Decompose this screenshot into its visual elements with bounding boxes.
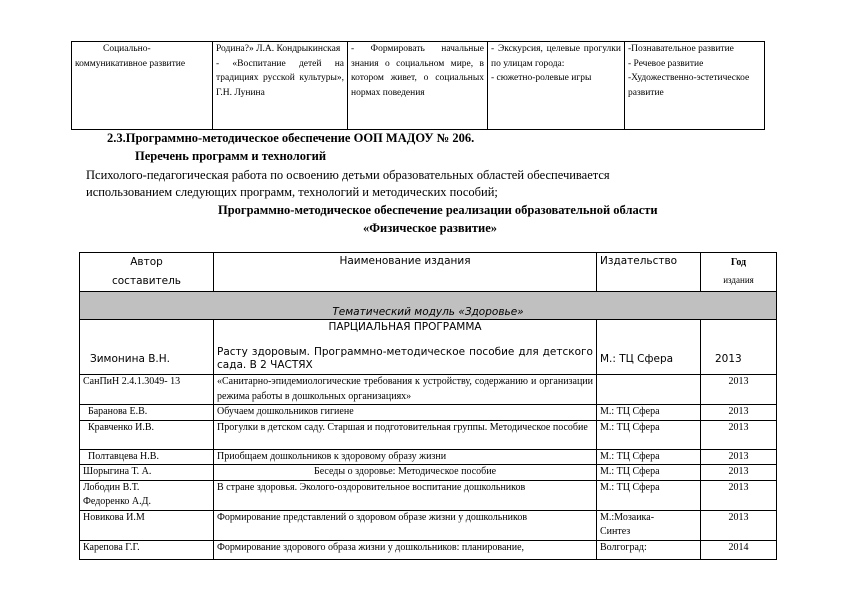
table-row bbox=[72, 42, 765, 130]
table-row bbox=[80, 540, 777, 559]
author-cell: СанПиН 2.4.1.3049- 13 bbox=[80, 375, 214, 405]
author-cell: Новикова И.М bbox=[80, 510, 214, 540]
title-cell: «Санитарно-эпидемиологические требования к устройству, содержанию и организации режима работы в дошкольных организациях» bbox=[214, 375, 597, 405]
table-row bbox=[80, 510, 777, 540]
author-cell: Баранова Е.В. bbox=[80, 405, 214, 421]
publisher-cell: М.: ТЦ Сфера bbox=[597, 420, 701, 449]
year-cell: 2013 bbox=[701, 480, 777, 510]
header-publisher: Издательство bbox=[597, 253, 701, 292]
author-cell: Лободин В.Т. Федоренко А.Д. bbox=[80, 480, 214, 510]
sources-cell: Родина?» Л.А. Кондрыкинская - «Воспитание детей на традициях русской культуры», Г.Н. Лунина bbox=[213, 42, 348, 130]
goals-cell: - Формировать начальные знания о социальном мире, в котором живет, о социальных нормах поведения bbox=[348, 42, 488, 130]
module-title: Тематический модуль «Здоровье» bbox=[80, 292, 777, 320]
publisher-cell: М.: ТЦ Сфера bbox=[597, 405, 701, 421]
table-row bbox=[80, 320, 777, 375]
publisher-cell: М.: ТЦ Сфера bbox=[597, 465, 701, 481]
year-cell: 2013 bbox=[701, 449, 777, 465]
publisher-cell: Волгоград: bbox=[597, 540, 701, 559]
publisher-cell: М.: ТЦ Сфера bbox=[597, 480, 701, 510]
programs-table bbox=[79, 252, 777, 560]
table-row bbox=[80, 465, 777, 481]
table-row bbox=[80, 480, 777, 510]
author-cell: Полтавцева Н.В. bbox=[80, 449, 214, 465]
table-header-row bbox=[80, 253, 777, 292]
title-cell: Обучаем дошкольников гигиене bbox=[214, 405, 597, 421]
year-cell: 2013 bbox=[701, 375, 777, 405]
header-year: Год издания bbox=[701, 253, 777, 292]
author-cell: Зимонина В.Н. bbox=[80, 320, 214, 375]
year-cell: 2013 bbox=[701, 420, 777, 449]
area-cell: Социально-коммуникативное развитие bbox=[72, 42, 213, 130]
title-cell: Беседы о здоровье: Методическое пособие bbox=[214, 465, 597, 481]
publisher-cell: М.: ТЦ Сфера bbox=[597, 449, 701, 465]
title-cell: Формирование здорового образа жизни у дошкольников: планирование, bbox=[214, 540, 597, 559]
title-cell: Формирование представлений о здоровом образе жизни у дошкольников bbox=[214, 510, 597, 540]
module-row bbox=[80, 292, 777, 320]
forms-cell: - Экскурсия, целевые прогулки по улицам города: - сюжетно-ролевые игры bbox=[488, 42, 625, 130]
year-cell: 2013 bbox=[701, 465, 777, 481]
author-cell: Шорыгина Т. А. bbox=[80, 465, 214, 481]
integration-cell: -Познавательное развитие - Речевое развитие -Художественно-эстетическое развитие bbox=[625, 42, 765, 130]
intro-line-2: использованием следующих программ, технологий и методических пособий; bbox=[86, 185, 498, 199]
top-table bbox=[71, 41, 765, 130]
table-row bbox=[80, 405, 777, 421]
title-cell: В стране здоровья. Эколого-оздоровительное воспитание дошкольников bbox=[214, 480, 597, 510]
title-cell: Приобщаем дошкольников к здоровому образу жизни bbox=[214, 449, 597, 465]
year-cell: 2014 bbox=[701, 540, 777, 559]
publisher-cell: М.:Мозаика-Синтез bbox=[597, 510, 701, 540]
area-title-name: «Физическое развитие» bbox=[363, 221, 497, 235]
table-row bbox=[80, 375, 777, 405]
intro-line-1: Психолого-педагогическая работа по освоению детьми образовательных областей обеспечивается bbox=[86, 168, 610, 182]
publisher-cell bbox=[597, 375, 701, 405]
area-title: Программно-методическое обеспечение реализации образовательной области bbox=[218, 203, 658, 217]
header-title: Наименование издания bbox=[214, 253, 597, 292]
header-author: Автор составитель bbox=[80, 253, 214, 292]
table-row bbox=[80, 449, 777, 465]
year-cell: 2013 bbox=[701, 405, 777, 421]
title-cell: ПАРЦИАЛЬНАЯ ПРОГРАММА Расту здоровым. Программно-методическое пособие для детского сада. В 2 ЧАСТЯХ bbox=[214, 320, 597, 375]
title-cell: Прогулки в детском саду. Старшая и подготовительная группы. Методическое пособие bbox=[214, 420, 597, 449]
publisher-cell: М.: ТЦ Сфера bbox=[597, 320, 701, 375]
author-cell: Карепова Г.Г. bbox=[80, 540, 214, 559]
table-row bbox=[80, 420, 777, 449]
year-cell: 2013 bbox=[701, 510, 777, 540]
author-cell: Кравченко И.В. bbox=[80, 420, 214, 449]
section-title: 2.3.Программно-методическое обеспечение ООП МАДОУ № 206. bbox=[107, 131, 475, 145]
section-subtitle: Перечень программ и технологий bbox=[135, 149, 327, 163]
year-cell: 2013 bbox=[701, 320, 777, 375]
